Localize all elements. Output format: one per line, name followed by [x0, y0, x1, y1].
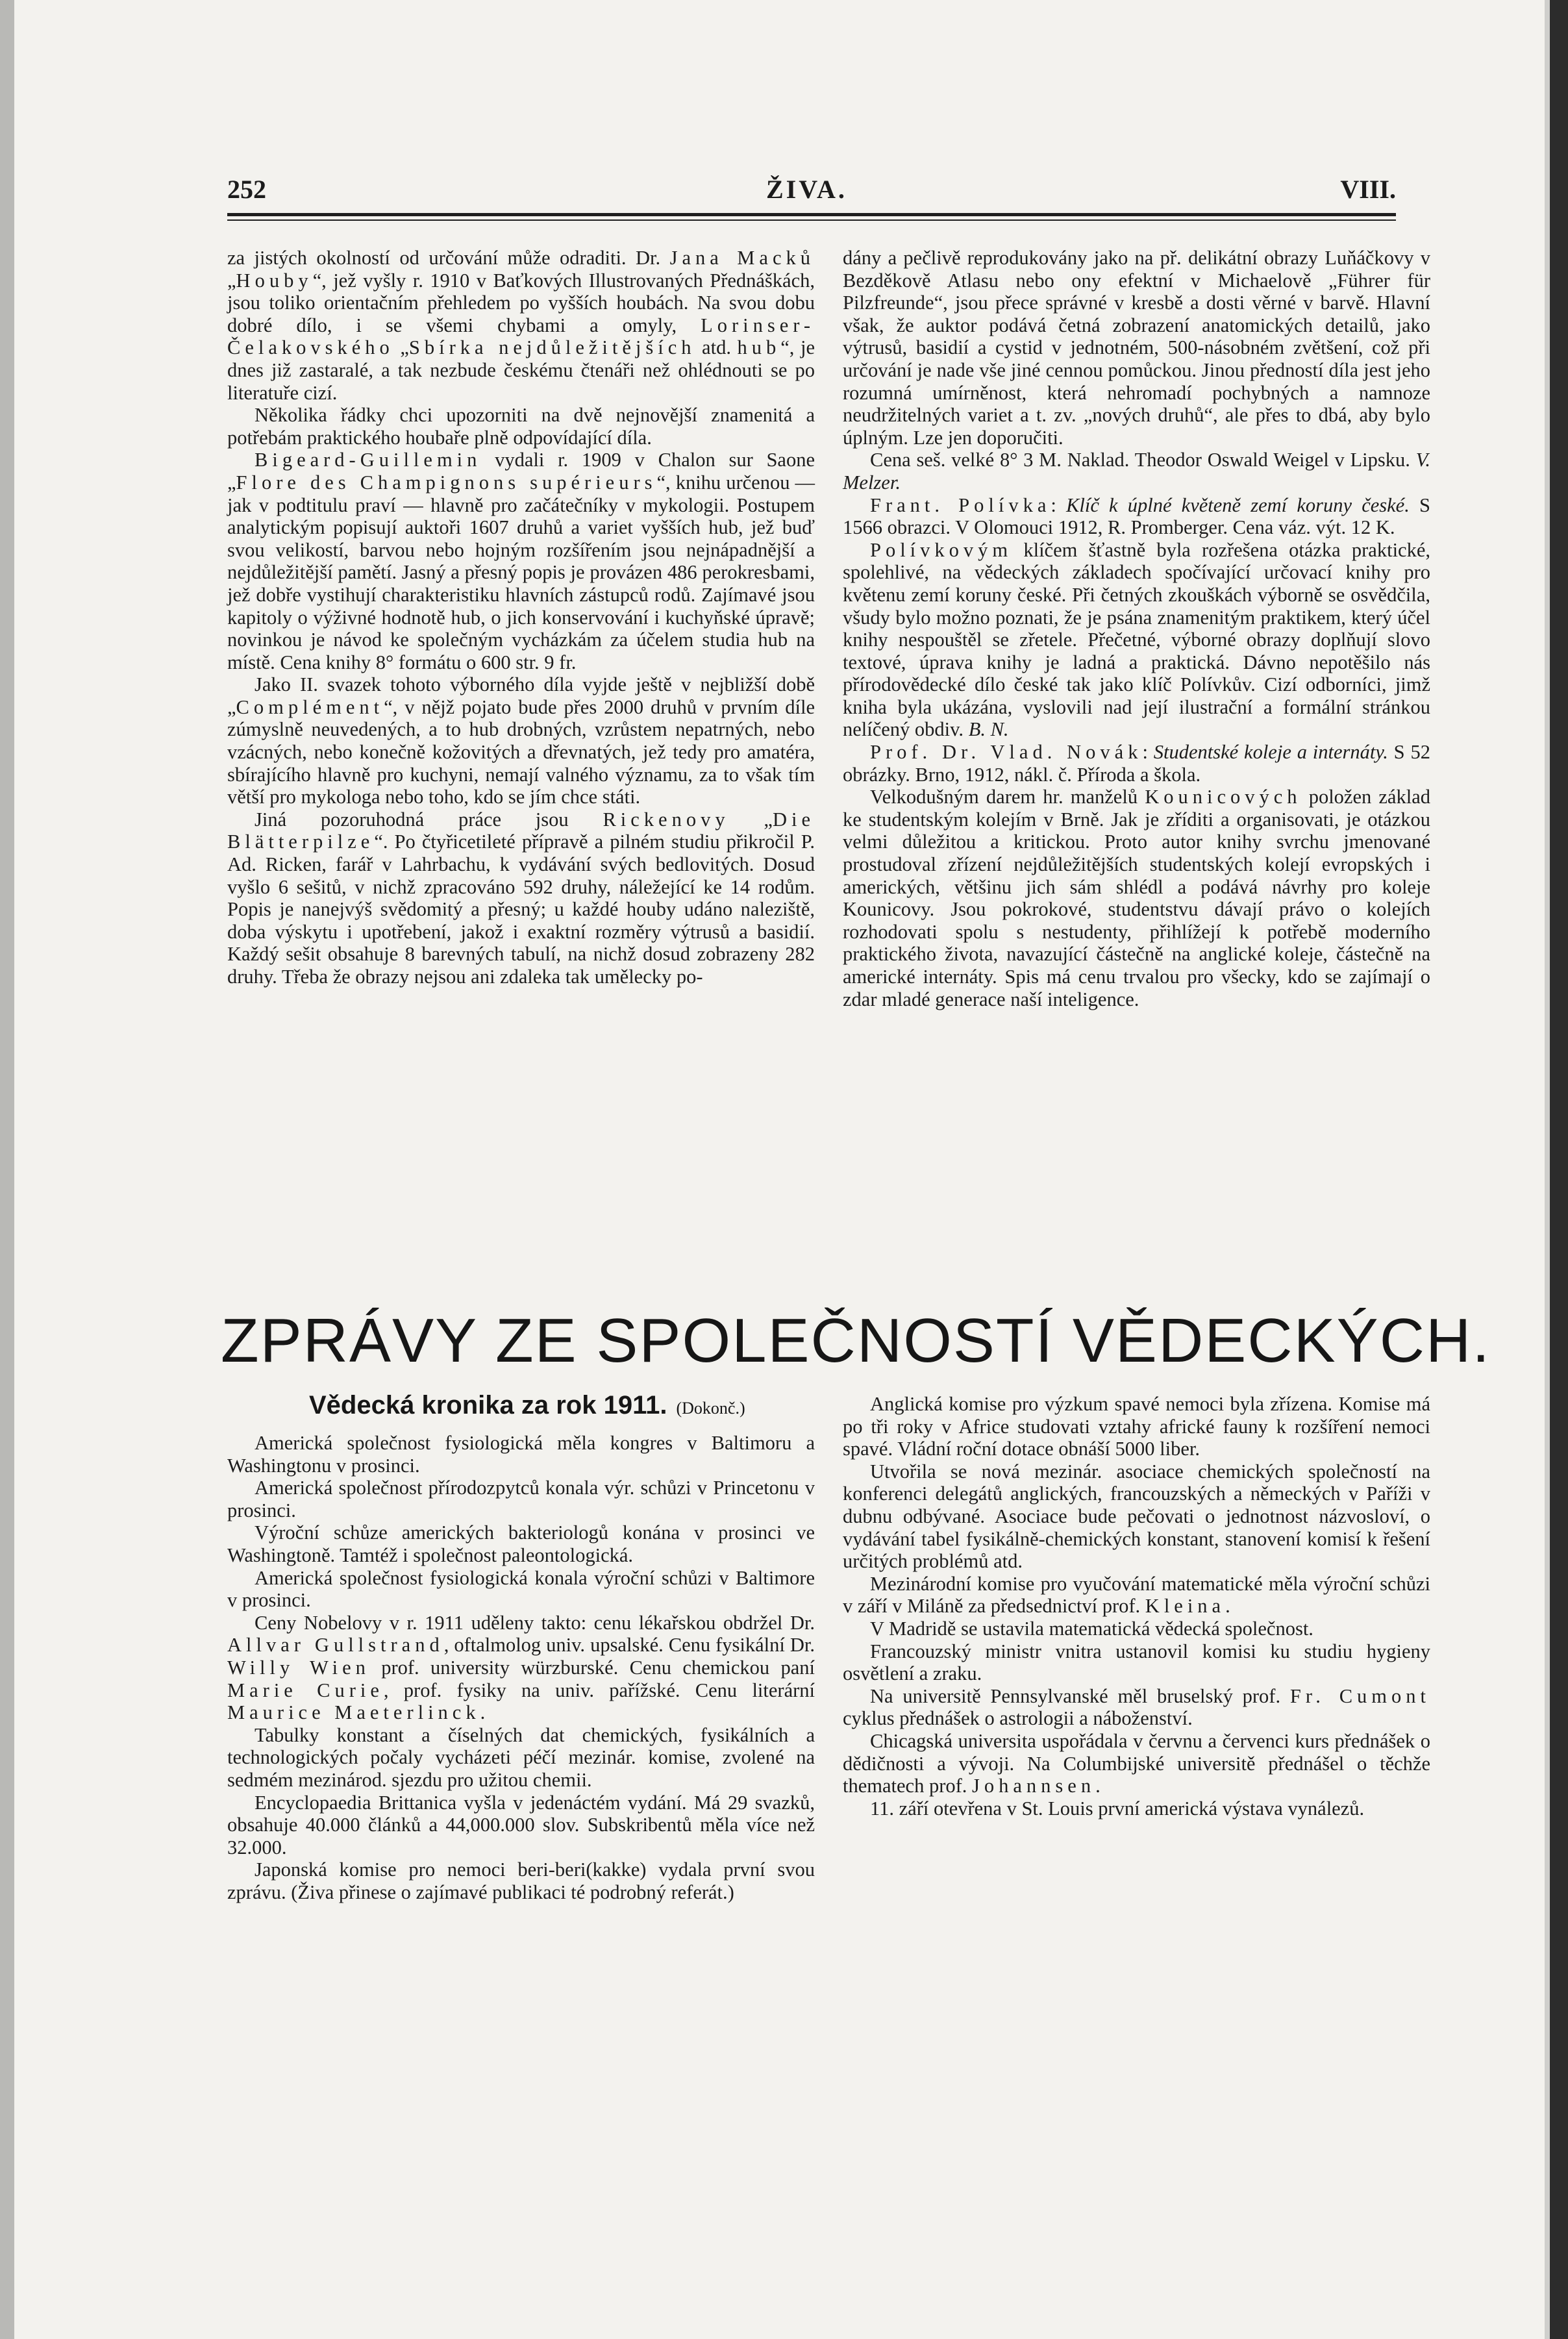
text-run: za jistých okolností od určování může odraditi. Dr. — [227, 247, 670, 269]
paragraph — [843, 741, 1430, 786]
spaced-name: Kleina — [1145, 1595, 1226, 1618]
text-run: položen základ ke studentským kolejím v Brně. Jak je zříditi a organisovati, je otázkou velmi důležitou a kritickou. Proto autor knihy svrchu jmenované prostudoval zřízení nejdůležitějších studentských kolejí evropských i amerických, většinu jich sám shlédl a podává návrhy pro koleje Kounicovy. Jsou pokrokové, studentstvu dávají právo o kolejích rozhodovati spolu s nestudenty, přihlížejí k potřebě moderního praktického života, navazující částečně na anglické koleje, částečně na americké internáty. Spis má cenu trvalou pro všecky, kdo se zajímají o zdar mladé generace naší inteligence. — [843, 786, 1430, 1010]
text-run: Ceny Nobelovy v r. 1911 uděleny takto: cenu lékařskou obdržel Dr. — [255, 1611, 815, 1634]
header-rule-thin — [227, 219, 1396, 221]
paragraph — [843, 786, 1430, 1010]
text-run: Francouzský ministr vnitra ustanovil komisi ku studiu hygieny osvětlení a zraku. — [843, 1640, 1430, 1685]
text-run: Mezinárodní komise pro vyučování matematické měla výroční schůzi v září v Miláně za předsednictví prof. — [843, 1572, 1430, 1618]
paragraph — [843, 1797, 1430, 1820]
text-run: „ — [729, 808, 773, 831]
spaced-name: Rickenovy — [603, 808, 730, 831]
paragraph — [227, 808, 815, 988]
text-run: . — [1225, 1595, 1230, 1618]
section-title: ZPRÁVY ZE SPOLEČNOSTÍ VĚDECKÝCH. — [221, 1306, 1491, 1375]
text-run: Utvořila se nová mezinár. asociace chemických společností na konferenci delegátů anglických, francouzských a německých v Paříži v dubnu odbývané. Asociace bude pečovati o jednotnost názvosloví, o vydávání tabel fysikálně-chemických konstant, stanovení komisí k řešení určitých problémů atd. — [843, 1460, 1430, 1573]
paragraph — [227, 247, 815, 404]
text-run: “, knihu určenou — jak v podtitulu praví — hlavně pro začátečníky v mykologii. Postupem analytickým popisují auktoři 1607 druhů a variet vyšších hub, jež buď svou velikostí, barvou nebo hojným rozšířením jsou nejnápadnější a nejdůležitější pamětí. Jasný a přesný popis je provázen 486 perokresbami, jež dobře vystihují charakteristiku hlavních zástupců rodů. Zajímavé jsou kapitoly o výživné hodnotě hub, o jich konservování i kuchyňské úpravě; novinkou je návod ke společným vycházkám za účelem studia hub na místě. Cena knihy 8° formátu o 600 str. 9 fr. — [227, 471, 815, 673]
paragraph — [227, 449, 815, 673]
text-run: cyklus přednášek o astrologii a náboženství. — [843, 1707, 1193, 1730]
running-header — [227, 174, 1396, 213]
italic-text: Klíč k úplné květeně zemí koruny české. — [1066, 494, 1410, 516]
column-bottom-left — [227, 1432, 815, 1903]
paragraph — [227, 1521, 815, 1566]
paragraph — [843, 539, 1430, 741]
text-run: „ — [393, 336, 409, 359]
italic-text: B. N. — [968, 718, 1009, 741]
text-run: Chicagská universita uspořádala v červnu a červenci kurs přednášek o dědičnosti a vývoji. Na Columbijské universitě přednášel o těchže thematech prof. — [843, 1729, 1430, 1797]
paragraph — [843, 247, 1430, 449]
text-run: Americká společnost fysiologická měla kongres v Baltimoru a Washingtonu v prosinci. — [227, 1432, 815, 1477]
paragraph — [843, 1573, 1430, 1618]
text-run: S 52 obrázky. Brno, 1912, nákl. č. Příroda a škola. — [843, 741, 1430, 786]
spaced-name: Complément — [236, 695, 384, 718]
text-run: “, jež vyšly r. 1910 v Baťkových Illustrovaných Přednáškách, jsou toliko orientačním přehledem po vyšších houbách. Na svou dobu dobré dílo, i se všemi chybami a omyly, — [227, 269, 815, 336]
spaced-name: Jana Macků — [669, 247, 815, 269]
spaced-name: Polívkovým — [870, 538, 1013, 561]
text-run: , prof. fysiky na univ. pařížské. Cenu literární — [383, 1679, 815, 1701]
paragraph — [843, 494, 1430, 539]
paragraph — [843, 449, 1430, 494]
paragraph — [843, 1730, 1430, 1797]
page-left-edge — [0, 0, 14, 2339]
text-run: . — [480, 1701, 486, 1724]
text-run: 11. září otevřena v St. Louis první americká výstava vynálezů. — [870, 1797, 1365, 1820]
paragraph — [227, 1477, 815, 1521]
text-run: Japonská komise pro nemoci beri-beri(kakke) vydala první svou zprávu. (Živa přinese o zajímavé publikaci té podrobný referát.) — [227, 1858, 815, 1903]
text-run: Výroční schůze amerických bakteriologů konána v prosinci ve Washingtoně. Tamtéž i společnost paleontologická. — [227, 1521, 815, 1566]
subtitle-main: Vědecká kronika za rok 1911. — [309, 1391, 667, 1420]
spaced-name: Lorinser-Čelakovského — [227, 314, 815, 359]
text-run: . — [1095, 1775, 1101, 1797]
spaced-name: Fr. Cumont — [1289, 1684, 1430, 1707]
subtitle-note: (Dokonč.) — [676, 1399, 745, 1418]
spaced-name: Maurice Maeterlinck — [227, 1701, 480, 1724]
text-run: V Madridě se ustavila matematická vědecká společnost. — [870, 1617, 1313, 1640]
paragraph — [227, 1432, 815, 1477]
text-run: Jako II. svazek tohoto výborného díla vyjde ještě v nejbližší době „ — [227, 673, 815, 718]
text-run: Jiná pozoruhodná práce jsou — [255, 808, 603, 831]
text-run: Velkodušným darem hr. manželů — [870, 786, 1145, 808]
volume-number: VIII. — [1340, 175, 1396, 204]
text-run: “. Po čtyřicetileté přípravě a pilném studiu přikročil P. Ad. Ricken, farář v Lahrbachu, k vydávání svých bedlovitých. Dosud vyšlo 6 sešitů, v nichž zpracováno 592 druhy, náležející ke 14 rodům. Popis je nanejvýš svědomitý a přesný; u každé houby udáno naleziště, doba výskytu i upotřebení, jakož i exaktní rozměry výtrusů a basidií. Každý sešit obsahuje 8 barevných tabulí, na nichž dosud zobrazeny 282 druhy. Třeba že obrazy nejsou ani zdaleka tak umělecky po- — [227, 831, 815, 988]
page-right-edge-light — [1545, 0, 1550, 2339]
text-run: “, je dnes již zastaralé, a tak nezbude českému čtenáři než ohlédnouti se po literatuře cizí. — [227, 336, 815, 404]
paragraph — [843, 1640, 1430, 1685]
paragraph — [843, 1685, 1430, 1730]
paragraph — [227, 404, 815, 449]
paragraph — [843, 1393, 1430, 1460]
text-run: Na universitě Pennsylvanské měl bruselský prof. — [870, 1684, 1290, 1707]
spaced-name: Flore des Champignons supérieurs — [236, 471, 657, 494]
paragraph — [227, 1724, 815, 1792]
paragraph — [843, 1618, 1430, 1640]
paragraph — [227, 1612, 815, 1724]
text-run: : — [1051, 494, 1067, 516]
paragraph — [227, 673, 815, 808]
text-run: S 1566 obrazci. V Olomouci 1912, R. Promberger. Cena váz. výt. 12 K. — [843, 494, 1430, 539]
spaced-name: Sbírka nejdůležitějších — [408, 336, 696, 359]
text-run: Americká společnost přírodozpytců konala výr. schůzi v Princetonu v prosinci. — [227, 1477, 815, 1521]
paragraph — [843, 1460, 1430, 1573]
text-run: dány a pečlivě reprodukovány jako na př. delikátní obrazy Luňáčkovy v Bezděkově Atlasu nebo ony efektní v Michaelově „Führer für Pilzfreunde“, jsou přece správné v kresbě a dosti věrné v barvě. Hlavní však, že auktor podává četná zobrazení anatomických detailů, jako výtrusů, basidií a cystid v jednotném, 500-násobném zvětšení, což při určování je nade vše jiné cennou pomůckou. Jinou předností díla jest jeho rozumná umírněnost, která nehromadí pochybných a namnoze neudržitelných variet a t. zv. „nových druhů“, ale přes to dbá, aby bylo úplným. Lze jen doporučiti. — [843, 247, 1430, 449]
text-run: Anglická komise pro výzkum spavé nemoci byla zřízena. Komise má po tři roky v Africe studovati vztahy africké fauny k rozšíření nemoci spavé. Vládní roční dotace obnáší 5000 liber. — [843, 1393, 1430, 1460]
text-run: Americká společnost fysiologická konala výroční schůzi v Baltimore v prosinci. — [227, 1566, 815, 1612]
text-run: Několika řádky chci upozorniti na dvě nejnovější znamenitá a potřebám praktického houbaře plně odpovídající díla. — [227, 404, 815, 449]
column-top-right — [843, 247, 1430, 1010]
text-run: : — [1142, 741, 1154, 764]
journal-name: ŽIVA. — [766, 175, 847, 204]
text-run: prof. university würzburské. Cenu chemickou paní — [369, 1656, 815, 1679]
text-run: „ — [227, 269, 236, 292]
paragraph — [227, 1567, 815, 1612]
spaced-name: Die Blätterpilze — [227, 808, 815, 853]
text-run: vydali r. 1909 v Chalon sur Saone „ — [227, 449, 815, 494]
text-run: klíčem šťastně byla rozřešena otázka praktické, spolehlivé, na vědeckých základech spočívající určovací knihy pro květenu zemí koruny české. Při četných zkouškách výborně se osvědčila, všudy bylo možno poznati, že je psána znamenitým praktikem, který účel knihy nespouštěl se zřetele. Přečetné, výborné obrazy doplňují slovo textové, úprava knihy je ladná a praktická. Dávno nepotěšilo nás přírodovědecké dílo české tak jako klíč Polívkův. Cizí odborníci, jimž kniha byla ukázána, vyslovili nad její ilustrační a formální stránkou nelíčený obdiv. — [843, 538, 1430, 741]
spaced-name: Allvar Gullstrand — [227, 1634, 444, 1657]
section-subtitle — [309, 1391, 745, 1422]
spaced-name: Kounicových — [1145, 786, 1302, 808]
text-run: Tabulky konstant a číselných dat chemických, fysikálních a technologických počaly vycházeti péčí mezinár. komise, zvolené na sedmém mezinárod. sjezdu pro užitou chemii. — [227, 1723, 815, 1791]
spaced-name: Bigeard-Guillemin — [255, 449, 482, 471]
spaced-name: Willy Wien — [227, 1656, 370, 1679]
page-number: 252 — [227, 175, 266, 204]
page-right-edge-dark — [1550, 0, 1568, 2339]
spaced-name: Prof. Dr. Vlad. Novák — [870, 741, 1143, 764]
italic-text: V. Melzer. — [843, 449, 1430, 494]
column-top-left — [227, 247, 815, 988]
text-run: “, v nějž pojato bude přes 2000 druhů v prvním díle zúmyslně neuvedených, a to hub drobných, vzrůstem nepatrných, nebo vzácných, nebo konečně kožovitých a dřevnatých, jež tedy pro amatéra, sbírajícího hlavně pro kuchyni, nemají valného významu, za to však tím větší pro mykologa nebo toho, kdo se jím chce státi. — [227, 695, 815, 808]
spaced-name: Marie Curie — [227, 1679, 384, 1701]
spaced-name: hub — [737, 336, 781, 359]
text-run: Cena seš. velké 8° 3 M. Naklad. Theodor Oswald Weigel v Lipsku. — [870, 449, 1416, 471]
text-run: , oftalmolog univ. upsalské. Cenu fysikální Dr. — [443, 1634, 815, 1657]
text-run: Encyclopaedia Brittanica vyšla v jedenáctém vydání. Má 29 svazků, obsahuje 40.000 článků a 44,000.000 slov. Subskribentů měla více než 32.000. — [227, 1791, 815, 1858]
column-bottom-right — [843, 1393, 1430, 1820]
paragraph — [227, 1792, 815, 1859]
text-run: atd. — [695, 336, 738, 359]
italic-text: Studentské koleje a internáty. — [1153, 741, 1388, 764]
paragraph — [227, 1858, 815, 1903]
spaced-name: Houby — [236, 269, 313, 292]
spaced-name: Frant. Polívka — [870, 494, 1051, 516]
header-rule-thick — [227, 213, 1396, 216]
spaced-name: Johannsen — [972, 1775, 1096, 1797]
